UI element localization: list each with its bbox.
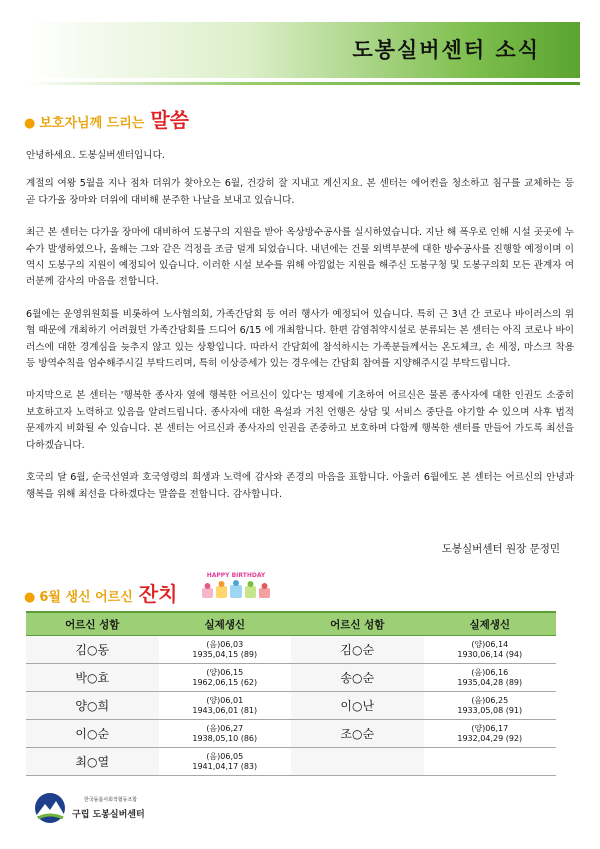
- birthday-lunar-solar: (음)06,05: [206, 752, 244, 761]
- section-title-highlight: 말씀: [150, 108, 189, 132]
- birthday-actual: 1933,05,08 (91): [457, 705, 523, 715]
- resident-name: 김○동: [26, 636, 159, 664]
- table-header-row: [26, 612, 556, 636]
- birthday-date: [159, 720, 292, 748]
- mountain-logo-icon: [32, 790, 68, 826]
- table-row: [26, 748, 556, 776]
- table-row: [26, 664, 556, 692]
- resident-name: 김○순: [291, 636, 424, 664]
- resident-name: 최○열: [26, 748, 159, 776]
- resident-name: 이○순: [26, 720, 159, 748]
- section-title-birthday: [24, 578, 177, 607]
- letter-body: [26, 148, 574, 519]
- birthday-actual: 1941,04,17 (83): [192, 761, 258, 771]
- birthday-lunar-solar: (양)06,01: [206, 696, 244, 705]
- birthday-date: [159, 748, 292, 776]
- birthday-date: [159, 636, 292, 664]
- resident-name: 조○순: [291, 720, 424, 748]
- birthday-table: [26, 611, 556, 776]
- birthday-date: [424, 748, 557, 776]
- birthday-lunar-solar: (음)06,16: [471, 668, 509, 677]
- birthday-date: [424, 720, 557, 748]
- table-row: [26, 692, 556, 720]
- birthday-lunar-solar: (양)06,17: [471, 724, 509, 733]
- letter-paragraph: 호국의 달 6월, 순국선열과 호국영령의 희생과 노력에 감사와 존경의 마음을 표합니다. 아울러 6월에도 본 센터는 어르신의 안녕과 행복을 위해 최선을 다하겠다는 말씀을 전합니다. 감사합니다.: [26, 472, 574, 500]
- footer-logo: [32, 786, 172, 826]
- section-title-highlight: 잔치: [138, 582, 178, 606]
- birthday-lunar-solar: (양)06,14: [471, 640, 509, 649]
- table-row: [26, 636, 556, 664]
- section-title-prefix: 6월 생신 어르신: [39, 590, 133, 605]
- signature: 도봉실버센터 원장 문정민: [441, 543, 560, 555]
- birthday-actual: 1935,04,28 (89): [457, 677, 523, 687]
- birthday-lunar-solar: (음)06,03: [206, 640, 244, 649]
- birthday-date: [424, 664, 557, 692]
- birthday-date: [159, 664, 292, 692]
- newsletter-title: 도봉실버센터 소식: [352, 38, 540, 62]
- birthday-lunar-solar: (음)06,27: [206, 724, 244, 733]
- birthday-cake-icon: [198, 570, 274, 600]
- header-divider: [26, 82, 580, 85]
- birthday-actual: 1962,06,15 (62): [192, 677, 258, 687]
- birthday-actual: 1935,04,15 (89): [192, 649, 258, 659]
- column-header: 실제생신: [159, 612, 292, 636]
- birthday-actual: 1930,06,14 (94): [457, 649, 523, 659]
- birthday-actual: 1943,06,01 (81): [192, 705, 258, 715]
- column-header: 어르신 성함: [26, 612, 159, 636]
- resident-name: 이○난: [291, 692, 424, 720]
- birthday-lunar-solar: (양)06,15: [206, 668, 244, 677]
- resident-name: 박○효: [26, 664, 159, 692]
- birthday-actual: 1932,04,29 (92): [457, 733, 523, 743]
- birthday-date: [424, 636, 557, 664]
- table-row: [26, 720, 556, 748]
- column-header: 실제생신: [424, 612, 557, 636]
- letter-greeting: 안녕하세요. 도봉실버센터입니다.: [26, 150, 165, 161]
- resident-name: 송○순: [291, 664, 424, 692]
- letter-paragraph: 마지막으로 본 센터는 '행복한 종사자 옆에 행복한 어르신이 있다'는 명제에 기초하여 어르신은 물론 종사자에 대한 인권도 소중히 보호하고자 노력하고 있음을 알려드립니다. 종사자에 대한 욕설과 거친 언행은 상담 및 서비스 중단을 야기할 수 있으며 사후 법적 문제까지 비화될 수 있습니다. 본 센터는 어르신과 종사자의 인권을 존중하고 보호하며 다함께 행복한 센터를 만들어 가도록 최선을 다하겠습니다.: [26, 390, 574, 451]
- section-title-letter: [24, 104, 189, 133]
- bullet-icon: ●: [24, 590, 36, 605]
- birthday-date: [424, 692, 557, 720]
- letter-paragraph: 6월에는 운영위원회를 비롯하여 노사협의회, 가족간담회 등 여러 행사가 예정되어 있습니다. 특히 근 3년 간 코로나 바이러스의 위협 때문에 개최하기 어려웠던 가족간담회를 드디어 6/15 에 개최합니다. 한편 감염취약시설로 분류되는 본 센터는 아직 코로나 바이러스에 대한 경계심을 늦추지 않고 있는 상황입니다. 따라서 간담회에 참석하시는 가족분들께서는 온도체크, 손 세정, 마스크 착용 등 방역수칙을 엄수해주시길 부탁드리며, 특히 이상증세가 있는 경우에는 간담회 참여를 지양해주시길 부탁드립니다.: [26, 308, 574, 370]
- column-header: 어르신 성함: [291, 612, 424, 636]
- birthday-lunar-solar: (음)06,25: [471, 696, 509, 705]
- birthday-actual: 1938,05,10 (86): [192, 733, 258, 743]
- happy-birthday-banner: HAPPY BIRTHDAY: [206, 572, 266, 579]
- header-band: [26, 22, 580, 78]
- letter-paragraph: 계절의 여왕 5월을 지나 점차 더위가 찾아오는 6월, 건강히 잘 지내고 계신지요. 본 센터는 에어컨을 청소하고 침구를 교체하는 등 곧 다가올 장마와 더위에 대비해 분주한 나날을 보내고 있습니다.: [26, 178, 574, 206]
- birthday-date: [159, 692, 292, 720]
- bullet-icon: ●: [24, 116, 36, 131]
- resident-name: [291, 748, 424, 776]
- resident-name: 양○희: [26, 692, 159, 720]
- org-subtitle: 한국돌봄사회적협동조합: [84, 797, 138, 803]
- letter-paragraph: 최근 본 센터는 다가올 장마에 대비하여 도봉구의 지원을 받아 옥상방수공사를 실시하였습니다. 지난 해 폭우로 인해 시설 곳곳에 누수가 발생하였으나, 올해는 그와 같은 걱정을 조금 덜게 되었습니다. 내년에는 건물 외벽부분에 대한 방수공사를 진행할 예정이며 이 역시 도봉구의 지원이 예정되어 있습니다. 이러한 시설 보수를 위해 아낌없는 지원을 해주신 도봉구청 및 도봉구의회 모든 관계자 여러분께 감사의 마음을 전합니다.: [26, 227, 574, 288]
- org-name: 구립 도봉실버센터: [72, 810, 145, 820]
- section-title-prefix: 보호자님께 드리는: [39, 116, 145, 131]
